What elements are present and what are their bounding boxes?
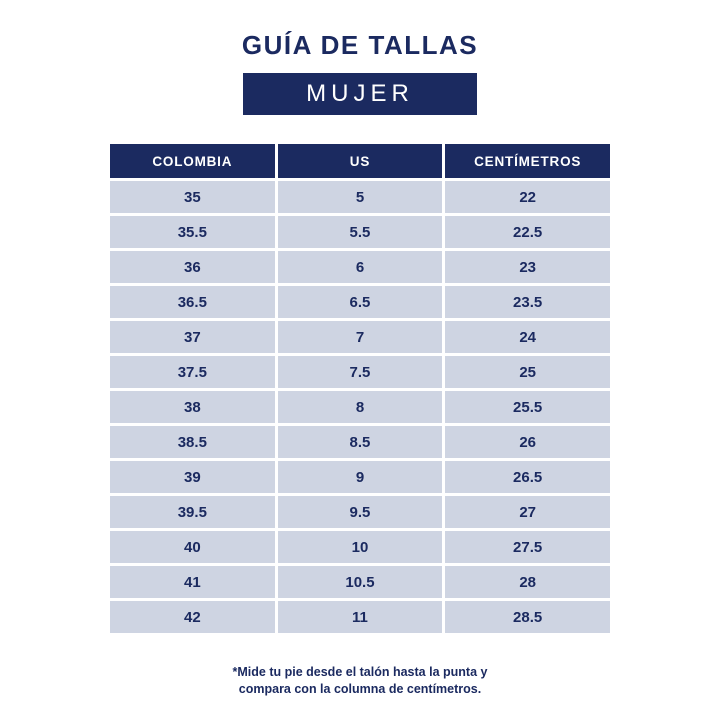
cell-centimetros: 28.5 bbox=[445, 601, 610, 633]
table-row bbox=[110, 181, 610, 213]
cell-colombia: 38 bbox=[110, 391, 275, 423]
page-title: GUÍA DE TALLAS bbox=[241, 30, 479, 60]
cell-us: 5.5 bbox=[278, 216, 443, 248]
cell-centimetros: 23 bbox=[445, 251, 610, 283]
cell-centimetros: 27 bbox=[445, 496, 610, 528]
footnote bbox=[0, 664, 720, 698]
cell-colombia: 36.5 bbox=[110, 286, 275, 318]
table-row bbox=[110, 251, 610, 283]
cell-centimetros: 25.5 bbox=[445, 391, 610, 423]
cell-us: 7.5 bbox=[278, 356, 443, 388]
table-row bbox=[110, 496, 610, 528]
table-row bbox=[110, 321, 610, 353]
cell-us: 9 bbox=[278, 461, 443, 493]
cell-centimetros: 28 bbox=[445, 566, 610, 598]
cell-us: 7 bbox=[278, 321, 443, 353]
cell-colombia: 41 bbox=[110, 566, 275, 598]
gender-badge bbox=[243, 73, 477, 115]
cell-colombia: 38.5 bbox=[110, 426, 275, 458]
cell-us: 6.5 bbox=[278, 286, 443, 318]
cell-us: 11 bbox=[278, 601, 443, 633]
cell-centimetros: 24 bbox=[445, 321, 610, 353]
cell-centimetros: 27.5 bbox=[445, 531, 610, 563]
cell-us: 10 bbox=[278, 531, 443, 563]
size-chart-table bbox=[107, 141, 613, 636]
cell-colombia: 35 bbox=[110, 181, 275, 213]
column-header-centimetros: CENTÍMETROS bbox=[445, 144, 610, 178]
cell-centimetros: 26.5 bbox=[445, 461, 610, 493]
column-header-colombia: COLOMBIA bbox=[110, 144, 275, 178]
cell-centimetros: 22.5 bbox=[445, 216, 610, 248]
table-row bbox=[110, 531, 610, 563]
cell-colombia: 36 bbox=[110, 251, 275, 283]
cell-colombia: 39 bbox=[110, 461, 275, 493]
cell-colombia: 37 bbox=[110, 321, 275, 353]
table-row bbox=[110, 216, 610, 248]
cell-us: 5 bbox=[278, 181, 443, 213]
cell-colombia: 39.5 bbox=[110, 496, 275, 528]
table-row bbox=[110, 601, 610, 633]
cell-colombia: 35.5 bbox=[110, 216, 275, 248]
footnote-line-2: compara con la columna de centímetros. bbox=[238, 682, 482, 697]
cell-us: 8.5 bbox=[278, 426, 443, 458]
gender-badge-label: MUJER bbox=[306, 80, 414, 107]
table-body bbox=[110, 181, 610, 633]
cell-centimetros: 22 bbox=[445, 181, 610, 213]
cell-us: 6 bbox=[278, 251, 443, 283]
table-row bbox=[110, 461, 610, 493]
table-header-row bbox=[110, 144, 610, 178]
cell-colombia: 40 bbox=[110, 531, 275, 563]
cell-centimetros: 25 bbox=[445, 356, 610, 388]
cell-us: 8 bbox=[278, 391, 443, 423]
table-row bbox=[110, 391, 610, 423]
cell-colombia: 42 bbox=[110, 601, 275, 633]
column-header-us: US bbox=[278, 144, 443, 178]
footnote-line-1: *Mide tu pie desde el talón hasta la punta y bbox=[232, 665, 488, 680]
cell-colombia: 37.5 bbox=[110, 356, 275, 388]
table-row bbox=[110, 286, 610, 318]
table-row bbox=[110, 356, 610, 388]
table-row bbox=[110, 426, 610, 458]
cell-centimetros: 26 bbox=[445, 426, 610, 458]
cell-us: 10.5 bbox=[278, 566, 443, 598]
cell-us: 9.5 bbox=[278, 496, 443, 528]
cell-centimetros: 23.5 bbox=[445, 286, 610, 318]
table-row bbox=[110, 566, 610, 598]
table-header bbox=[110, 144, 610, 178]
